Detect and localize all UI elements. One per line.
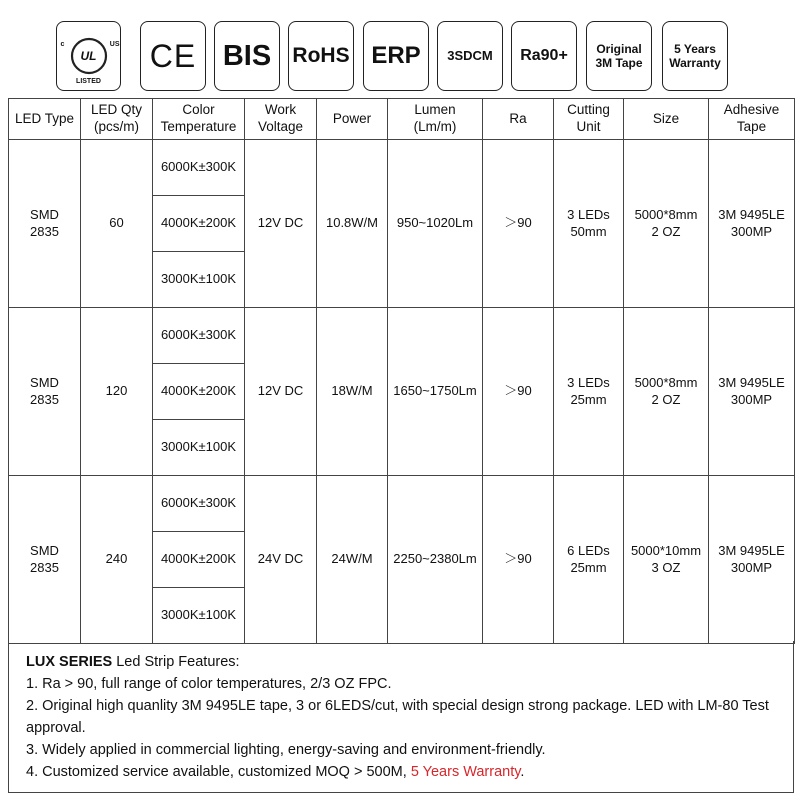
feature-item — [26, 761, 793, 783]
header-line: LED Qty — [90, 102, 142, 118]
cutting-unit-cell — [554, 476, 624, 644]
led-qty-cell: 240 — [81, 476, 153, 644]
header-line: Size — [652, 110, 680, 126]
badge-line: 3M Tape — [595, 56, 643, 70]
header-line: (Lm/m) — [413, 119, 457, 134]
header-size — [624, 99, 709, 140]
lumen-cell: 2250~2380Lm — [388, 476, 483, 644]
cell-line: 2 OZ — [651, 223, 681, 239]
color-temp-cell: 4000K±200K — [153, 196, 245, 252]
original-3m-tape-badge — [586, 21, 652, 91]
ul-listed-badge — [56, 21, 121, 91]
ul-us-label: US — [109, 41, 120, 48]
cell-line: SMD — [30, 543, 59, 559]
cutting-unit-cell — [554, 308, 624, 476]
header-ra — [483, 99, 554, 140]
power-cell: 18W/M — [317, 308, 388, 476]
header-work-voltage — [245, 99, 317, 140]
cell-line: 3M 9495LE — [718, 543, 785, 559]
header-cutting-unit — [554, 99, 624, 140]
rohs-badge: RoHS — [288, 21, 354, 91]
table-row — [9, 476, 795, 532]
header-line: Unit — [576, 119, 601, 134]
header-line: Ra — [509, 110, 527, 126]
header-line: Adhesive — [723, 102, 780, 118]
features-box — [8, 641, 794, 793]
features-title-rest: Led Strip Features: — [112, 654, 240, 670]
cell-line: 3M 9495LE — [718, 375, 785, 391]
header-line: Power — [332, 110, 372, 126]
voltage-cell: 24V DC — [245, 476, 317, 644]
series-name: LUX SERIES — [26, 654, 113, 670]
header-line: Color — [182, 102, 215, 118]
feature-item: 3. Widely applied in commercial lighting, energy-saving and environment-friendly. — [26, 742, 546, 758]
ra-cell: ＞90 — [483, 308, 554, 476]
led-qty-cell: 60 — [81, 140, 153, 308]
size-cell — [624, 140, 709, 308]
warranty-highlight: 5 Years Warranty — [410, 764, 521, 780]
header-row — [9, 99, 795, 140]
ul-mark-label: UL — [80, 49, 97, 63]
header-lumen — [388, 99, 483, 140]
adhesive-tape-cell — [709, 476, 795, 644]
features-title — [26, 651, 793, 673]
ra-cell: ＞90 — [483, 476, 554, 644]
badge-line: Warranty — [669, 56, 721, 70]
color-temp-cell: 6000K±300K — [153, 476, 245, 532]
led-type-cell — [9, 140, 81, 308]
ce-badge: CE — [140, 21, 206, 91]
adhesive-tape-cell — [709, 308, 795, 476]
feature-text: . — [520, 764, 525, 780]
table-row — [9, 140, 795, 196]
ul-listed-label: LISTED — [76, 78, 101, 85]
cutting-unit-cell — [554, 140, 624, 308]
led-type-cell — [9, 476, 81, 644]
badge-line: Original — [596, 41, 642, 56]
ra-cell: ＞90 — [483, 140, 554, 308]
color-temp-cell: 6000K±300K — [153, 308, 245, 364]
size-cell — [624, 308, 709, 476]
cell-line: 5000*8mm — [634, 375, 698, 391]
led-type-cell — [9, 308, 81, 476]
cell-line: 6 LEDs — [567, 543, 610, 559]
color-temp-cell: 3000K±100K — [153, 420, 245, 476]
lumen-cell: 1650~1750Lm — [388, 308, 483, 476]
cell-line: 3 LEDs — [567, 375, 610, 391]
power-cell: 10.8W/M — [317, 140, 388, 308]
header-led-qty — [81, 99, 153, 140]
cell-line: 2 OZ — [651, 391, 681, 407]
header-line: Tape — [736, 119, 767, 134]
ul-logo-icon — [60, 36, 120, 85]
adhesive-tape-cell — [709, 140, 795, 308]
cell-line: 3M 9495LE — [718, 207, 785, 223]
cell-line: 3 OZ — [651, 559, 681, 575]
header-adhesive-tape — [709, 99, 795, 140]
sdcm-badge: 3SDCM — [437, 21, 503, 91]
color-temp-cell: 4000K±200K — [153, 364, 245, 420]
cell-line: 5000*8mm — [634, 207, 698, 223]
cell-line: 2835 — [30, 559, 59, 575]
size-cell — [624, 476, 709, 644]
header-color-temperature — [153, 99, 245, 140]
lumen-cell: 950~1020Lm — [388, 140, 483, 308]
color-temp-cell: 4000K±200K — [153, 532, 245, 588]
header-line: (pcs/m) — [94, 119, 139, 134]
cell-line: 25mm — [570, 559, 607, 575]
header-line: Work — [264, 102, 297, 118]
header-line: Cutting — [567, 102, 610, 118]
erp-badge: ERP — [363, 21, 429, 91]
cell-line: 2835 — [30, 223, 59, 239]
cell-line: 50mm — [570, 223, 607, 239]
cell-line: 5000*10mm — [630, 543, 702, 559]
feature-item: 2. Original high quanlity 3M 9495LE tape, 3 or 6LEDS/cut, with special design strong package. LED with LM-80 Test approval. — [26, 698, 769, 736]
cell-line: 300MP — [730, 391, 773, 407]
cell-line: 25mm — [570, 391, 607, 407]
cell-line: SMD — [30, 375, 59, 391]
cell-line: 300MP — [730, 559, 773, 575]
feature-item: 1. Ra > 90, full range of color temperatures, 2/3 OZ FPC. — [26, 676, 392, 692]
color-temp-cell: 3000K±100K — [153, 588, 245, 644]
cell-line: SMD — [30, 207, 59, 223]
header-line: Voltage — [257, 119, 304, 134]
color-temp-cell: 3000K±100K — [153, 252, 245, 308]
voltage-cell: 12V DC — [245, 308, 317, 476]
spec-table — [8, 98, 795, 644]
badge-line: 5 Years — [674, 41, 716, 56]
cell-line: 2835 — [30, 391, 59, 407]
bis-badge: BIS — [214, 21, 280, 91]
header-power — [317, 99, 388, 140]
warranty-badge — [662, 21, 728, 91]
ul-c-label: c — [60, 41, 65, 48]
power-cell: 24W/M — [317, 476, 388, 644]
header-led-type — [9, 99, 81, 140]
header-line: LED Type — [14, 110, 75, 126]
color-temp-cell: 6000K±300K — [153, 140, 245, 196]
cell-line: 300MP — [730, 223, 773, 239]
header-line: Lumen — [414, 102, 456, 118]
certification-badges — [56, 21, 746, 93]
feature-text: 4. Customized service available, customized MOQ > 500M, — [26, 764, 411, 780]
ra90-badge: Ra90+ — [511, 21, 577, 91]
table-row — [9, 308, 795, 364]
header-line: Temperature — [160, 119, 237, 134]
cell-line: 3 LEDs — [567, 207, 610, 223]
led-qty-cell: 120 — [81, 308, 153, 476]
voltage-cell: 12V DC — [245, 140, 317, 308]
